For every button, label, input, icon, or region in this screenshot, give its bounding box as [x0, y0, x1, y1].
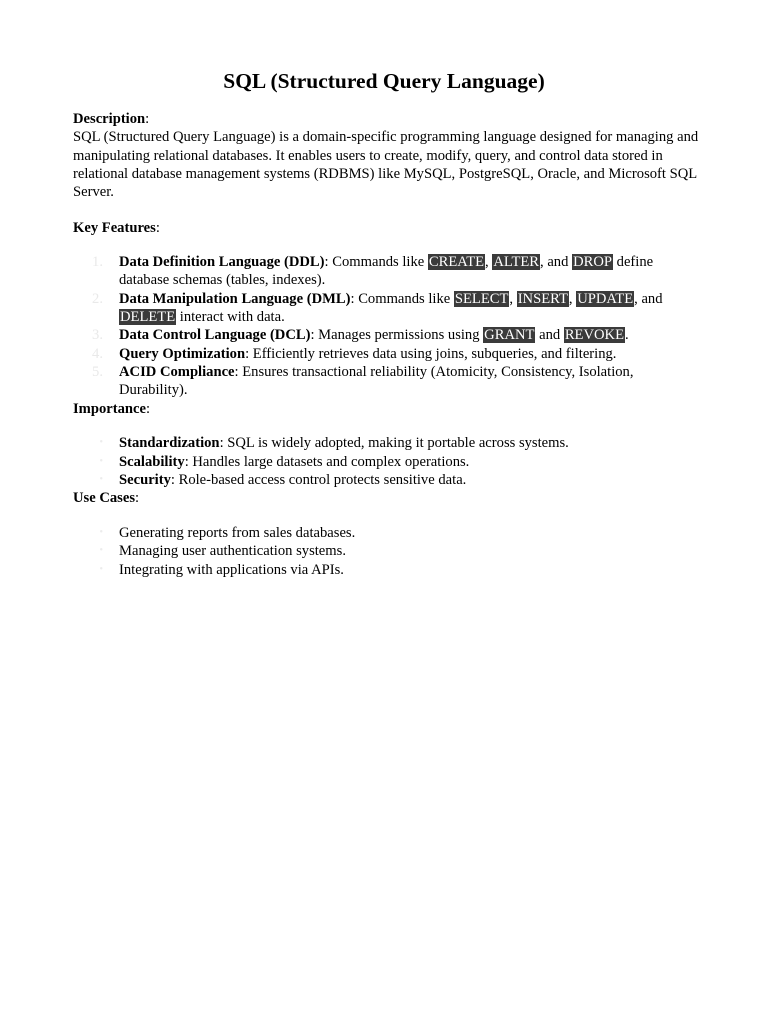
- text-run: Durability).: [119, 382, 188, 399]
- key-features-heading: Key Features: [73, 220, 156, 236]
- bullet-icon: •: [99, 456, 103, 467]
- importance-term: Standardization: [119, 435, 220, 451]
- text-run: , and: [540, 254, 573, 270]
- feature-term: ACID Compliance: [119, 364, 235, 380]
- code-keyword: ALTER: [493, 254, 540, 270]
- bullet-icon: •: [99, 564, 103, 575]
- text-run: interact with data.: [176, 309, 285, 326]
- bullet-icon: •: [99, 527, 103, 538]
- text-run: define: [613, 254, 654, 270]
- feature-term: Query Optimization: [119, 346, 246, 362]
- code-keyword: GRANT: [484, 327, 535, 343]
- importance-term: Security: [119, 472, 171, 488]
- feature-term: Data Manipulation Language (DML): [119, 291, 351, 307]
- use-cases-colon: :: [135, 490, 140, 506]
- list-item-text: [119, 471, 694, 489]
- code-keyword: SELECT: [454, 291, 509, 307]
- list-number: 2.: [92, 291, 103, 307]
- description-text: SQL (Structured Query Language) is a domain-specific programming language designed for managing and manipulating relational databases. It enables users to create, modify, query, and control data stored in relational database management systems (RDBMS) like MySQL, PostgreSQL, Oracle, and Microsoft SQL Server.: [73, 129, 699, 201]
- text-run: : Commands like: [350, 291, 454, 307]
- text-run: : Manages permissions using: [310, 327, 484, 343]
- text-run: database schemas (tables, indexes).: [119, 272, 326, 289]
- bullet-icon: •: [99, 474, 103, 485]
- list-number: 1.: [92, 254, 103, 270]
- code-keyword: INSERT: [517, 291, 568, 307]
- list-number: 4.: [92, 346, 103, 362]
- list-item-text: [119, 345, 694, 363]
- list-item-text: [119, 326, 694, 344]
- key-features-heading-row: [73, 219, 693, 237]
- code-keyword: DROP: [573, 254, 612, 270]
- text-run: : Handles large datasets and complex operations.: [184, 454, 470, 470]
- text-run: .: [625, 327, 629, 343]
- list-item-text: [119, 363, 694, 400]
- bullet-icon: •: [99, 545, 103, 556]
- text-run: ,: [568, 291, 577, 307]
- text-run: : Commands like: [324, 254, 428, 270]
- code-keyword: UPDATE: [577, 291, 634, 307]
- list-item-text: [119, 453, 694, 471]
- bullet-icon: •: [99, 437, 103, 448]
- description-section: [73, 110, 703, 201]
- code-keyword: DELETE: [120, 309, 176, 326]
- text-run: ,: [509, 291, 517, 307]
- text-run: : Ensures transactional reliability (Atomicity, Consistency, Isolation,: [234, 364, 634, 380]
- list-item-text: [119, 253, 694, 290]
- feature-term: Data Definition Language (DDL): [119, 254, 325, 270]
- list-number: 5.: [92, 364, 103, 380]
- importance-colon: :: [145, 401, 151, 417]
- list-item-text: [119, 434, 694, 452]
- code-keyword: REVOKE: [564, 327, 625, 343]
- code-keyword: CREATE: [428, 254, 485, 270]
- page-title: SQL (Structured Query Language): [223, 69, 545, 93]
- text-run: , and: [634, 291, 663, 307]
- list-item-text: Integrating with applications via APIs.: [119, 562, 344, 578]
- text-run: : Efficiently retrieves data using joins, subqueries, and filtering.: [245, 346, 617, 362]
- list-item-text: Generating reports from sales databases.: [119, 525, 356, 541]
- description-heading: Description: [73, 111, 146, 127]
- description-colon: :: [145, 111, 150, 127]
- text-run: and: [535, 327, 564, 343]
- list-item-text: [119, 290, 694, 327]
- importance-term: Scalability: [119, 454, 185, 470]
- importance-heading: Importance: [73, 401, 146, 417]
- text-run: ,: [485, 254, 493, 270]
- text-run: : Role-based access control protects sensitive data.: [170, 472, 467, 488]
- feature-term: Data Control Language (DCL): [119, 327, 311, 343]
- key-features-colon: :: [155, 220, 160, 236]
- importance-heading-row: [73, 400, 693, 418]
- text-run: : SQL is widely adopted, making it portable across systems.: [219, 435, 569, 451]
- use-cases-heading: Use Cases: [73, 490, 136, 506]
- use-cases-heading-row: [73, 489, 693, 507]
- list-number: 3.: [92, 327, 103, 343]
- list-item-text: Managing user authentication systems.: [119, 543, 346, 559]
